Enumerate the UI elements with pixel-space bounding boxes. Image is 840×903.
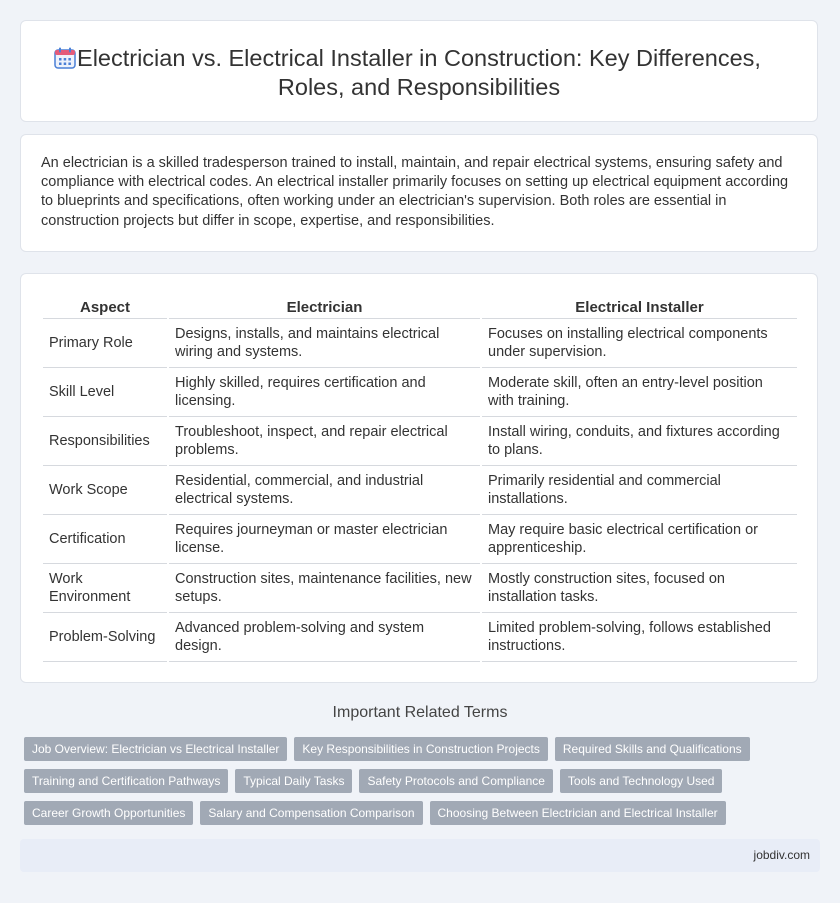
related-term-tag[interactable]: Choosing Between Electrician and Electrical Installer [430,801,726,825]
table-row [43,417,797,466]
installer-cell: Mostly construction sites, focused on installation tasks. [481,564,797,613]
installer-cell: Primarily residential and commercial installations. [481,466,797,515]
electrician-cell: Requires journeyman or master electrician license. [168,515,481,564]
related-term-tag[interactable]: Safety Protocols and Compliance [359,769,552,793]
header-card [20,20,818,122]
related-term-tag[interactable]: Job Overview: Electrician vs Electrical Installer [24,737,287,761]
header-electrician: Electrician [168,296,481,319]
comparison-card [20,273,818,683]
table-row [43,368,797,417]
intro-card [20,134,818,252]
related-term-tag[interactable]: Training and Certification Pathways [24,769,228,793]
electrician-cell: Highly skilled, requires certification and licensing. [168,368,481,417]
table-row [43,613,797,662]
header-aspect: Aspect [43,296,168,319]
related-terms-list [24,737,824,833]
aspect-cell: Work Environment [43,564,168,613]
related-term-tag[interactable]: Salary and Compensation Comparison [200,801,422,825]
aspect-cell: Primary Role [43,319,168,368]
comparison-table [43,296,797,662]
electrician-cell: Troubleshoot, inspect, and repair electrical problems. [168,417,481,466]
electrician-cell: Residential, commercial, and industrial electrical systems. [168,466,481,515]
related-term-tag[interactable]: Required Skills and Qualifications [555,737,750,761]
electrician-cell: Designs, installs, and maintains electrical wiring and systems. [168,319,481,368]
related-term-tag[interactable]: Tools and Technology Used [560,769,723,793]
page-title: Electrician vs. Electrical Installer in Construction: Key Differences, Roles, and Responsibilities [77,45,761,100]
intro-paragraph: An electrician is a skilled tradesperson trained to install, maintain, and repair electrical systems, ensuring safety and compliance with electrical codes. An electrical installer primarily focuses on setting up electrical equipment according to blueprints and specifications, often working under an electrician's supervision. Both roles are essential in construction projects but differ in scope, expertise, and responsibilities. [41,155,789,229]
installer-cell: Focuses on installing electrical components under supervision. [481,319,797,368]
installer-cell: Limited problem-solving, follows established instructions. [481,613,797,662]
related-term-tag[interactable]: Typical Daily Tasks [235,769,352,793]
aspect-cell: Certification [43,515,168,564]
installer-cell: May require basic electrical certification or apprenticeship. [481,515,797,564]
aspect-cell: Responsibilities [43,417,168,466]
header-electrical-installer: Electrical Installer [481,296,797,319]
related-term-tag[interactable]: Key Responsibilities in Construction Projects [294,737,547,761]
installer-cell: Install wiring, conduits, and fixtures according to plans. [481,417,797,466]
installer-cell: Moderate skill, often an entry-level position with training. [481,368,797,417]
related-terms-heading: Important Related Terms [332,704,508,721]
table-row [43,564,797,613]
aspect-cell: Skill Level [43,368,168,417]
footer [20,839,820,872]
related-term-tag[interactable]: Career Growth Opportunities [24,801,193,825]
table-row [43,319,797,368]
aspect-cell: Problem-Solving [43,613,168,662]
electrician-cell: Advanced problem-solving and system design. [168,613,481,662]
electrician-cell: Construction sites, maintenance facilities, new setups. [168,564,481,613]
table-row [43,466,797,515]
table-row [43,515,797,564]
footer-site-link[interactable]: jobdiv.com [753,848,810,862]
aspect-cell: Work Scope [43,466,168,515]
table-header-row [43,296,797,319]
